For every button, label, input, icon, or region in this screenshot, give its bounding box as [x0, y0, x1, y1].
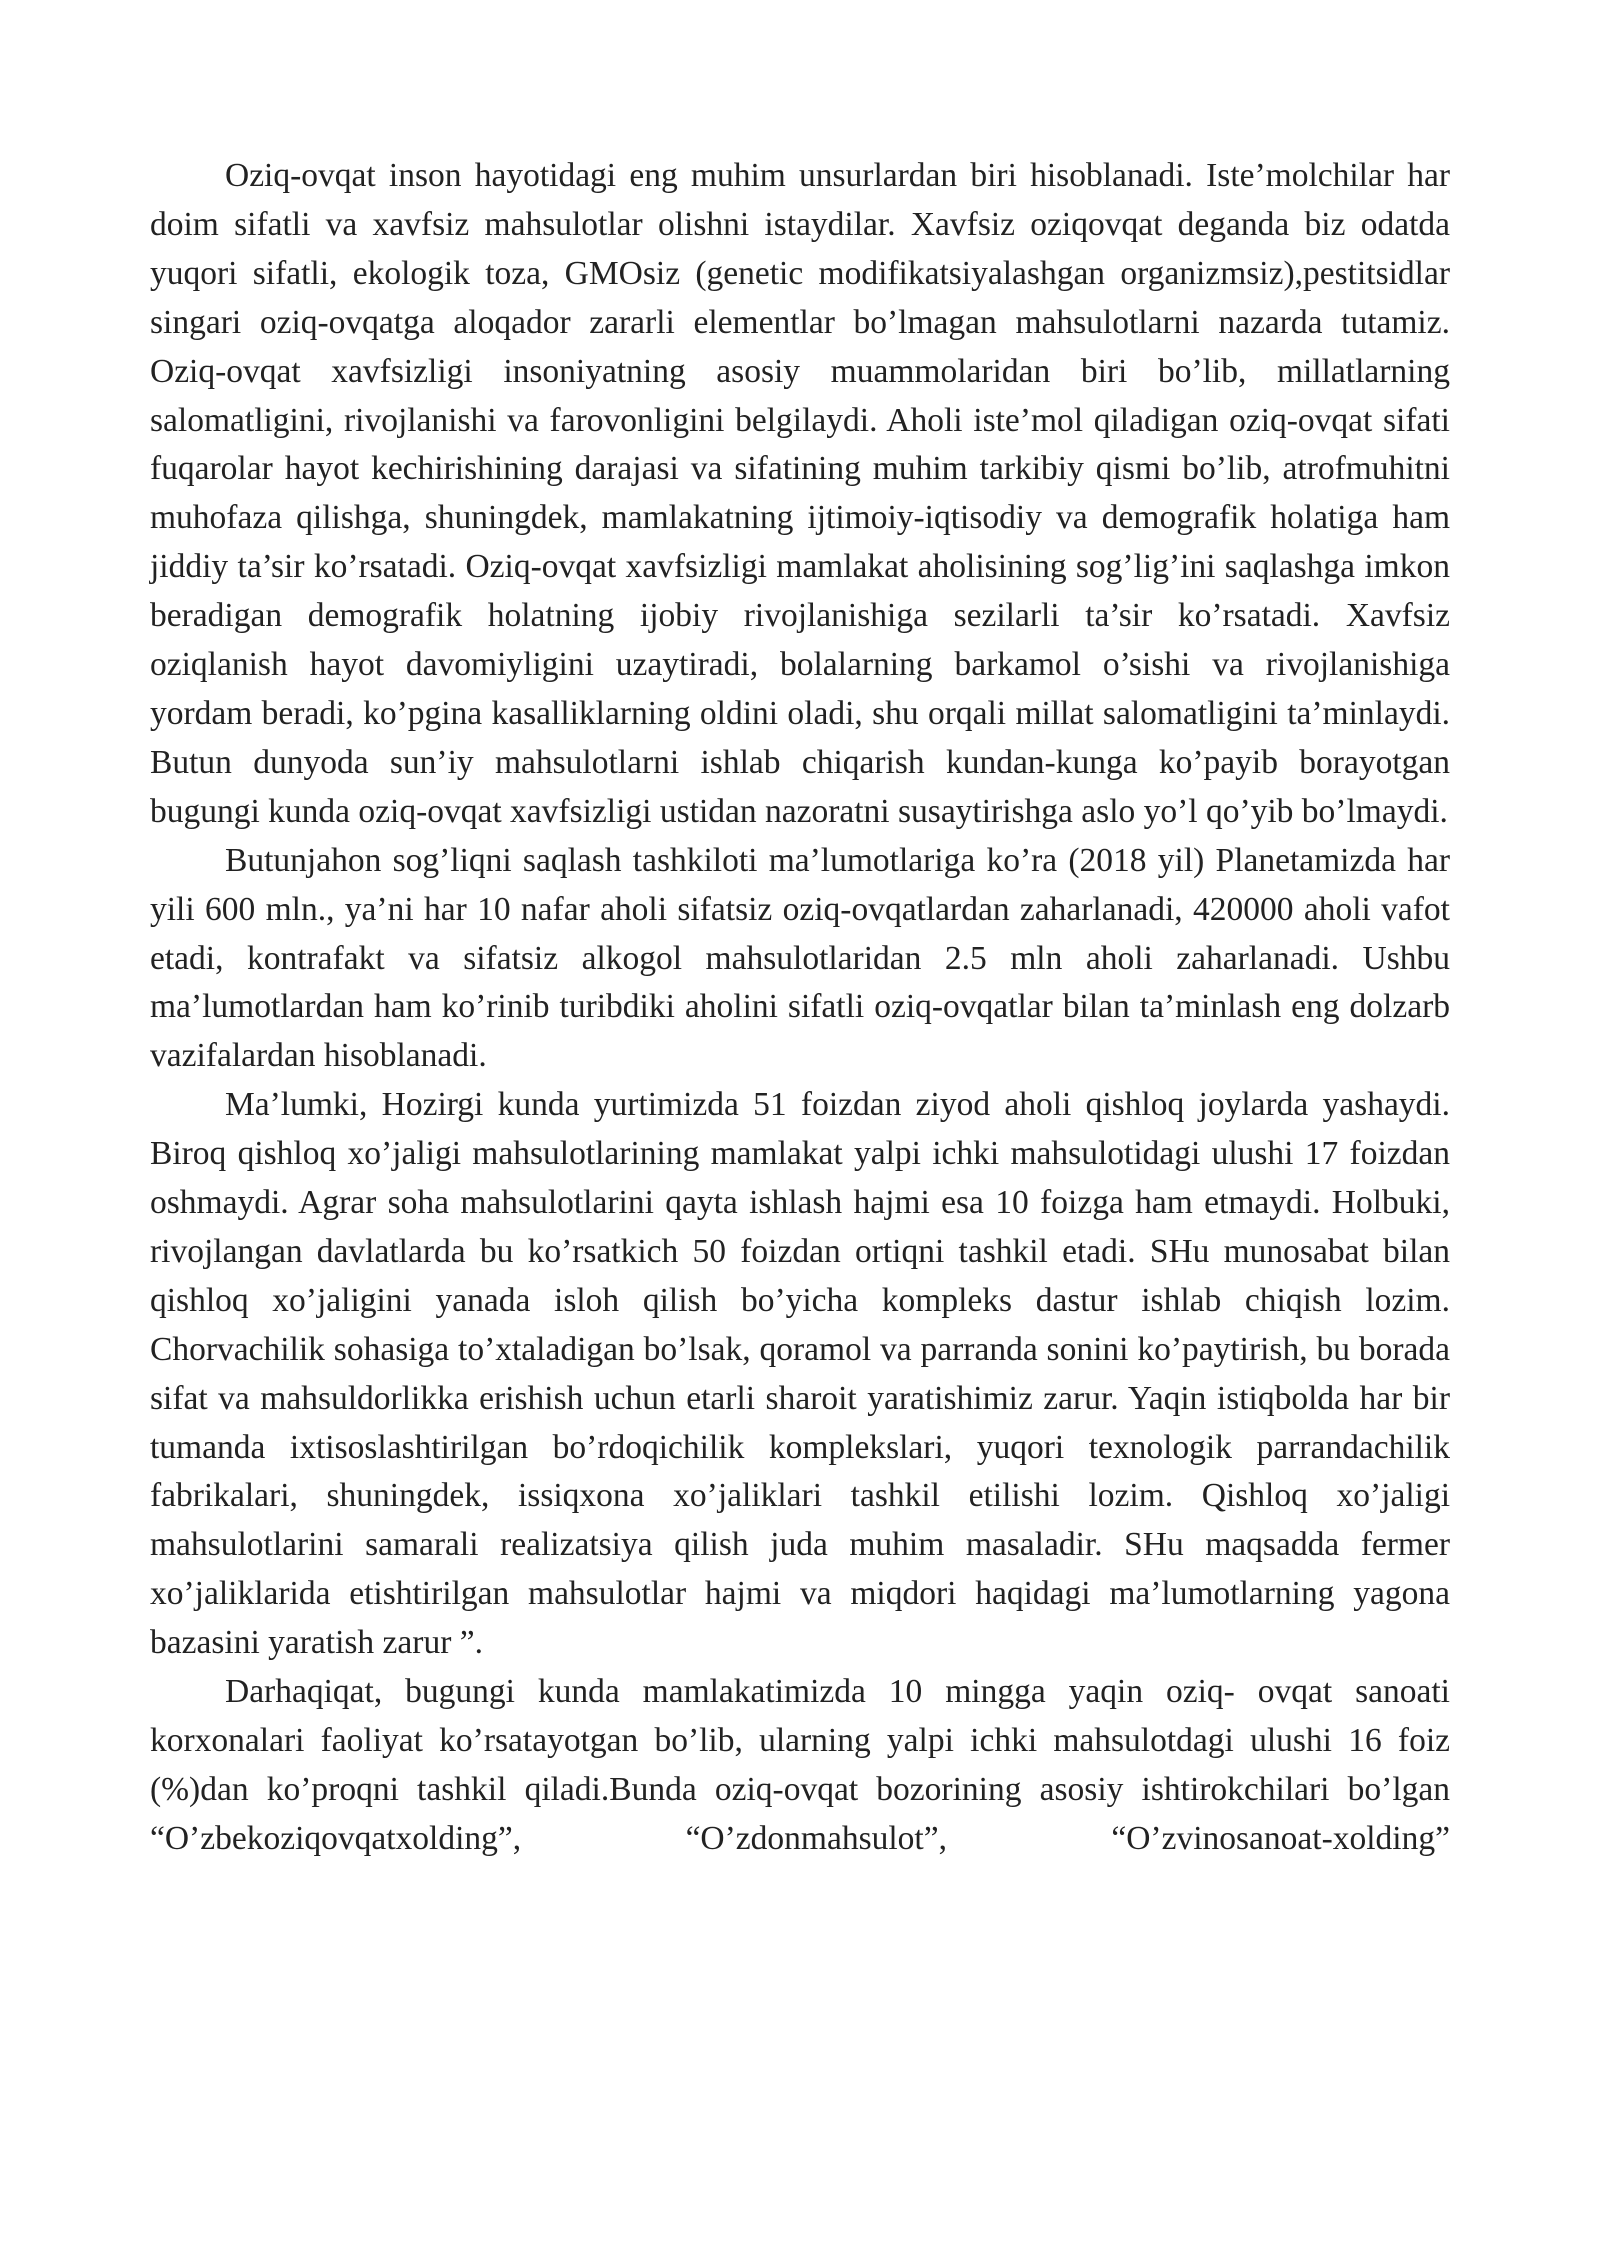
paragraph-food-safety-intro: Oziq-ovqat inson hayotidagi eng muhim unsurlardan biri hisoblanadi. Iste’molchilar har doim sifatli va xavfsiz mahsulotlar olishni istaydilar. Xavfsiz oziqovqat deganda biz odatda yuqori sifatli, ekologik toza, GMOsiz (genetic modifikatsiyalashgan organizmsiz),pestitsidlar singari oziq-ovqatga aloqador zararli elementlar bo’lmagan mahsulotlarni nazarda tutamiz. Oziq-ovqat xavfsizligi insoniyatning asosiy muammolaridan biri bo’lib, millatlarning salomatligini, rivojlanishi va farovonligini belgilaydi. Aholi iste’mol qiladigan oziq-ovqat sifati fuqarolar hayot kechirishining darajasi va sifatining muhim tarkibiy qismi bo’lib, atrofmuhitni muhofaza qilishga, shuningdek, mamlakatning ijtimoiy-iqtisodiy va demografik holatiga ham jiddiy ta’sir ko’rsatadi. Oziq-ovqat xavfsizligi mamlakat aholisining sog’lig’ini saqlashga imkon beradigan demografik holatning ijobiy rivojlanishiga sezilarli ta’sir ko’rsatadi. Xavfsiz oziqlanish hayot davomiyligini uzaytiradi, bolalarning barkamol o’sishi va rivojlanishiga yordam beradi, ko’pgina kasalliklarning oldini oladi, shu orqali millat salomatligini ta’minlaydi. Butun dunyoda sun’iy mahsulotlarni ishlab chiqarish kundan-kunga ko’payib borayotgan bugungi kunda oziq-ovqat xavfsizligi ustidan nazoratni susaytirishga aslo yo’l qo’yib bo’lmaydi. [150, 157, 1450, 830]
paragraph-food-industry: Darhaqiqat, bugungi kunda mamlakatimizda 10 mingga yaqin oziq- ovqat sanoati korxonalari faoliyat ko’rsatayotgan bo’lib, ularning yalpi ichki mahsulotdagi ulushi 16 foiz (%)dan ko’proqni tashkil qiladi.Bunda oziq-ovqat bozorining asosiy ishtirokchilari bo’lgan “O’zbekoziqovqatxolding”, “O’zdonmahsulot”, “O’zvinosanoat-xolding” [150, 1673, 1450, 1857]
paragraph-agriculture: Ma’lumki, Hozirgi kunda yurtimizda 51 foizdan ziyod aholi qishloq joylarda yashaydi. Biroq qishloq xo’jaligi mahsulotlarining mamlakat yalpi ichki mahsulotidagi ulushi 17 foizdan oshmaydi. Agrar soha mahsulotlarini qayta ishlash hajmi esa 10 foizga ham etmaydi. Holbuki, rivojlangan davlatlarda bu ko’rsatkich 50 foizdan ortiqni tashkil etadi. SHu munosabat bilan qishloq xo’jaligini yanada isloh qilish bo’yicha kompleks dastur ishlab chiqish lozim. Chorvachilik sohasiga to’xtaladigan bo’lsak, qoramol va parranda sonini ko’paytirish, bu borada sifat va mahsuldorlikka erishish uchun etarli sharoit yaratishimiz zarur. Yaqin istiqbolda har bir tumanda ixtisoslashtirilgan bo’rdoqichilik komplekslari, yuqori texnologik parrandachilik fabrikalari, shuningdek, issiqxona xo’jaliklari tashkil etilishi lozim. Qishloq xo’jaligi mahsulotlarini samarali realizatsiya qilish juda muhim masaladir. SHu maqsadda fermer xo’jaliklarida etishtirilgan mahsulotlar hajmi va miqdori haqidagi ma’lumotlarning yagona bazasini yaratish zarur ”. [150, 1086, 1450, 1662]
document-page [150, 152, 1450, 1864]
paragraph-who-statistics: Butunjahon sog’liqni saqlash tashkiloti ma’lumotlariga ko’ra (2018 yil) Planetamizda har yili 600 mln., ya’ni har 10 nafar aholi sifatsiz oziq-ovqatlardan zaharlanadi, 420000 aholi vafot etadi, kontrafakt va sifatsiz alkogol mahsulotlaridan 2.5 mln aholi zaharlanadi. Ushbu ma’lumotlardan ham ko’rinib turibdiki aholini sifatli oziq-ovqatlar bilan ta’minlash eng dolzarb vazifalardan hisoblanadi. [150, 841, 1450, 1075]
